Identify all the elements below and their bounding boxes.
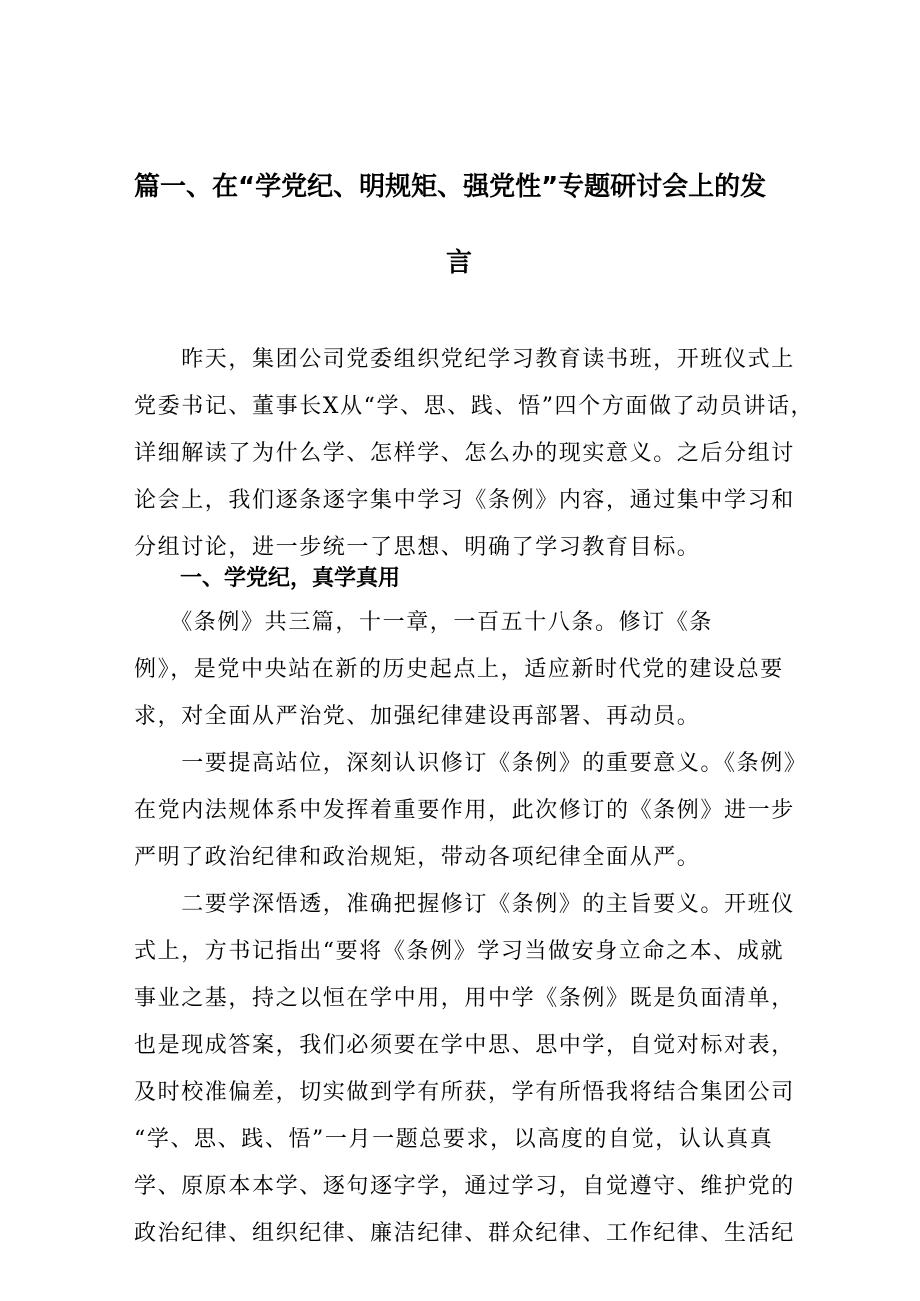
section-heading: 一、学党纪，真学真用 [180, 566, 401, 591]
text-line: 及时校准偏差，切实做到学有所获，学有所悟我将结合集团公司 [134, 1080, 795, 1105]
text-line: 例》，是党中央站在新的历史起点上，适应新时代党的建设总要 [134, 657, 784, 682]
text-line: 求，对全面从严治党、加强纪律建设再部署、再动员。 [134, 704, 701, 729]
text-line: 分组讨论，进一步统一了思想、明确了学习教育目标。 [134, 535, 701, 560]
text-line: 党委书记、董事长X从“学、思、践、悟”四个方面做了动员讲话， [134, 394, 815, 419]
text-line: 在党内法规体系中发挥着重要作用，此次修订的《条例》进一步 [134, 798, 795, 823]
text-line: 昨天，集团公司党委组织党纪学习教育读书班，开班仪式上 [134, 347, 795, 372]
text-line: 也是现成答案，我们必须要在学中思、思中学，自觉对标对表， [134, 1033, 795, 1058]
body-paragraph-1 [134, 599, 786, 740]
text-line: 严明了政治纪律和政治规矩，带动各项纪律全面从严。 [134, 845, 701, 870]
text-line: 学、原原本本学、逐句逐字学，通过学习，自觉遵守、维护党的 [134, 1174, 795, 1199]
text-line: 政治纪律、组织纪律、廉洁纪律、群众纪律、工作纪律、生活纪 [134, 1221, 795, 1246]
text-line: 二要学深悟透，准确把握修订《条例》的主旨要义。开班仪 [134, 892, 795, 917]
text-line: 论会上，我们逐条逐字集中学习《条例》内容，通过集中学习和 [134, 488, 795, 513]
body-paragraph-2 [134, 740, 808, 881]
document-title-line-2: 言 [446, 248, 473, 278]
text-line: 《条例》共三篇，十一章，一百五十八条。修订《条 [134, 610, 714, 635]
text-line: 式上，方书记指出“要将《条例》学习当做安身立命之本、成就 [134, 939, 785, 964]
text-line: 事业之基，持之以恒在学中用，用中学《条例》既是负面清单， [134, 986, 795, 1011]
text-line: 详细解读了为什么学、怎样学、怎么办的现实意义。之后分组讨 [134, 441, 795, 466]
document-title-line-1: 篇一、在“学党纪、明规矩、强党性”专题研讨会上的发 [134, 172, 767, 202]
intro-paragraph [134, 336, 815, 571]
text-line: “学、思、践、悟”一月一题总要求，以高度的自觉，认认真真 [134, 1127, 774, 1152]
text-line: 一要提高站位，深刻认识修订《条例》的重要意义。《条例》 [134, 751, 808, 776]
body-paragraph-3 [134, 881, 795, 1257]
